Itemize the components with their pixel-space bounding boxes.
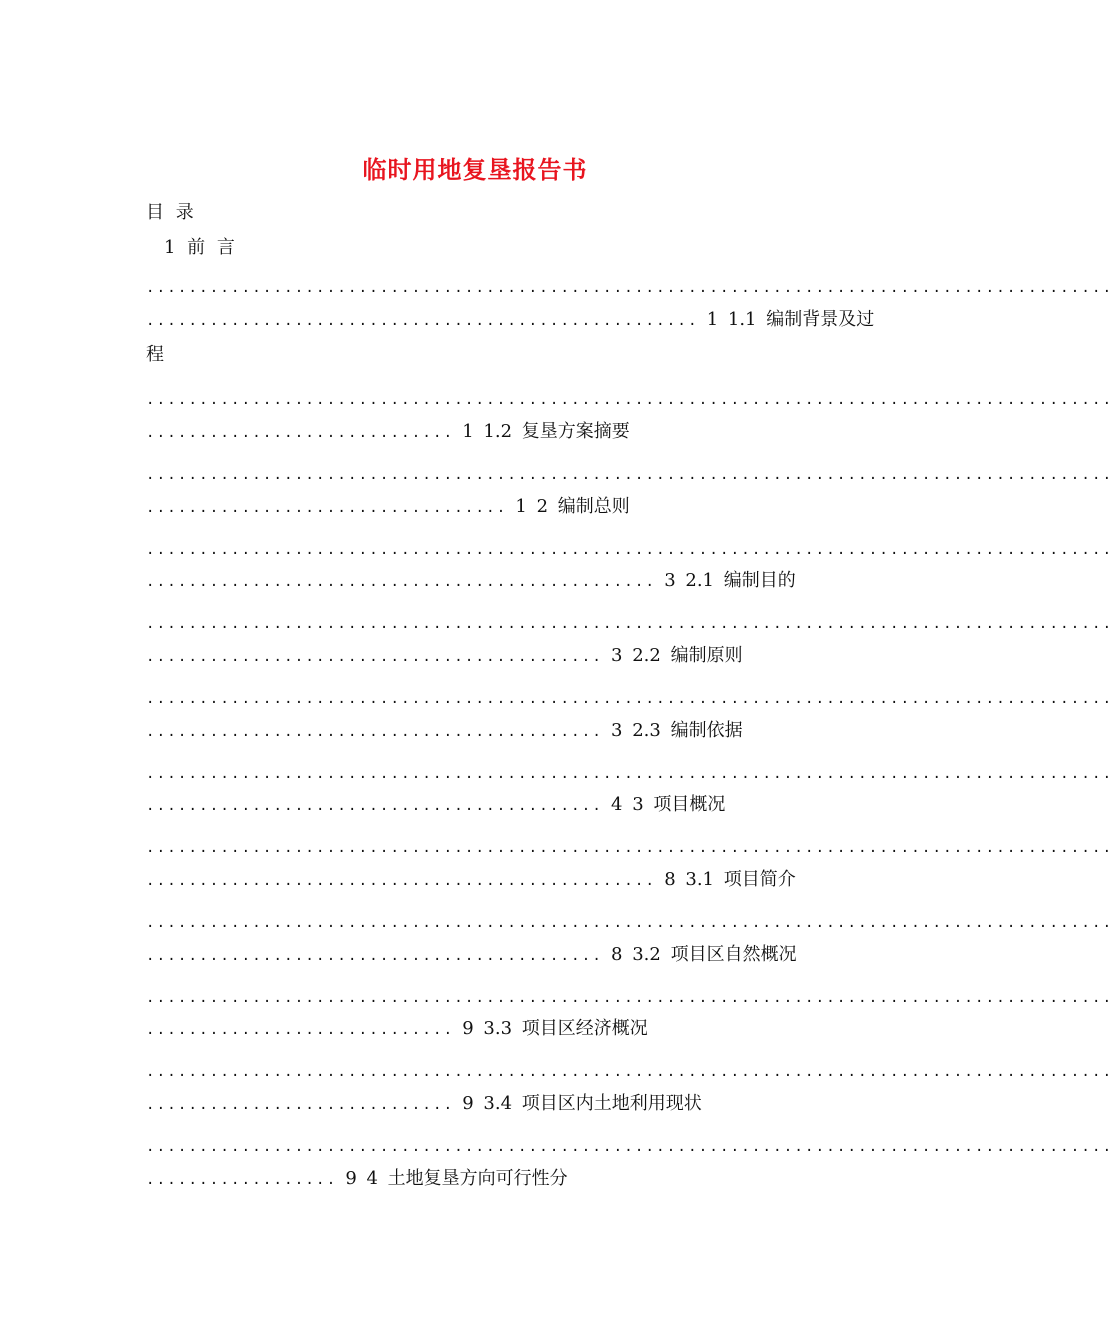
toc-entry[interactable]: ........................................... 8 3.2 项目区自然概况 bbox=[146, 944, 797, 965]
toc-entry[interactable]: ................................................ 3 2.1 编制目的 bbox=[146, 570, 796, 591]
toc-dotline: ........................................................................................... bbox=[146, 280, 1113, 296]
toc-entry[interactable]: .................................................... 1 1.1 编制背景及过 bbox=[146, 309, 875, 330]
toc-entry-continuation: 程 bbox=[146, 344, 164, 365]
toc-entry[interactable]: .................................. 1 2 编制总则 bbox=[146, 496, 630, 517]
toc-entry[interactable]: ........................................... 3 2.3 编制依据 bbox=[146, 720, 743, 741]
toc-heading: 目 录 bbox=[146, 202, 194, 223]
document-title: 临时用地复垦报告书 bbox=[362, 155, 588, 184]
toc-dotline: ........................................................................................... bbox=[146, 691, 1113, 707]
toc-entry[interactable]: .................. 9 4 土地复垦方向可行性分 bbox=[146, 1168, 568, 1189]
toc-entry[interactable]: ........................................... 3 2.2 编制原则 bbox=[146, 645, 743, 666]
toc-dotline: ........................................................................................... bbox=[146, 616, 1113, 632]
toc-entry[interactable]: ............................. 1 1.2 复垦方案摘要 bbox=[146, 421, 630, 442]
toc-entry[interactable]: ........................................... 4 3 项目概况 bbox=[146, 794, 726, 815]
toc-dotline: ........................................................................................... bbox=[146, 840, 1113, 856]
toc-entry[interactable]: ................................................ 8 3.1 项目简介 bbox=[146, 869, 796, 890]
toc-dotline: ........................................................................................... bbox=[146, 766, 1113, 782]
toc-entry[interactable]: ............................. 9 3.4 项目区内土地利用现状 bbox=[146, 1093, 702, 1114]
toc-dotline: ........................................................................................... bbox=[146, 392, 1113, 408]
toc-dotline: ........................................................................................... bbox=[146, 467, 1113, 483]
toc-dotline: ........................................................................................... bbox=[146, 542, 1113, 558]
toc-intro: 1 前 言 bbox=[164, 237, 235, 258]
toc-dotline: ........................................................................................... bbox=[146, 1139, 1113, 1155]
toc-dotline: ........................................................................................... bbox=[146, 1064, 1113, 1080]
toc-entry[interactable]: ............................. 9 3.3 项目区经济概况 bbox=[146, 1018, 648, 1039]
toc-dotline: ........................................................................................... bbox=[146, 915, 1113, 931]
toc-dotline: ........................................................................................... bbox=[146, 990, 1113, 1006]
